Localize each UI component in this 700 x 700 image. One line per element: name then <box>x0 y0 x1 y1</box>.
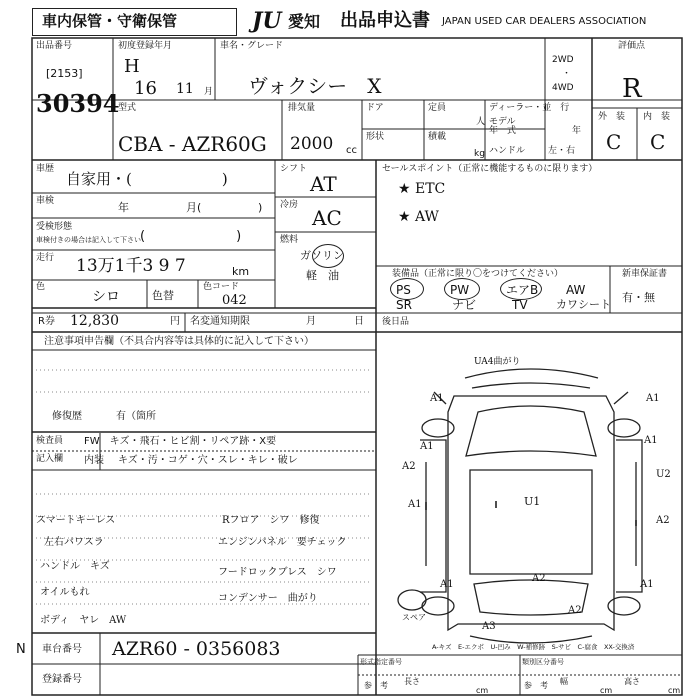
color-label: 色 <box>36 282 46 292</box>
damage-mark: A1 <box>440 579 454 590</box>
interior-label: 内装 <box>84 455 104 466</box>
mileage-label: 走行 <box>36 253 55 263</box>
cooling-label: 冷房 <box>280 200 299 210</box>
first-reg-year: 16 <box>134 78 157 99</box>
first-reg-label: 初度登録年月 <box>118 41 173 51</box>
recycle-value: 12,830 <box>70 313 119 329</box>
lot-number: 30394 <box>36 89 120 118</box>
dealer-label: ディーラー・並 行 <box>489 103 570 113</box>
receive-label: 受検形態 <box>36 222 73 232</box>
damage-mark: A1 <box>640 579 654 590</box>
cooling-value: AC <box>312 206 342 230</box>
damage-mark: A2 <box>568 605 582 616</box>
aichi-label: 愛知 <box>288 12 321 31</box>
drive-dot: ・ <box>562 69 572 79</box>
displacement-unit: cc <box>346 145 357 156</box>
association-name: JAPAN USED CAR DEALERS ASSOCIATION <box>442 16 647 27</box>
equip-ps: PS <box>396 283 411 297</box>
storage-title: 車内保管・守衛保管 <box>42 12 178 30</box>
note-item: 左右パワスラ <box>44 537 104 548</box>
note-item: Rフロア シワ 修復 <box>222 515 320 526</box>
eval-ext: C <box>606 130 622 154</box>
handle-lr: 左・右 <box>548 146 576 156</box>
eval-ext-label: 外 装 <box>598 112 626 122</box>
width-label: 幅 <box>560 677 568 686</box>
damage-mark: UA4曲がり <box>474 357 521 367</box>
recycle-label: R券 <box>38 316 55 327</box>
inspection-year: 年 <box>118 201 129 214</box>
inspection-month: 月( <box>186 201 202 214</box>
fw-row: FW キズ・飛石・ヒビ割・リペア跡・X要 <box>84 436 277 447</box>
damage-mark: A2 <box>656 515 670 526</box>
model-label: 型式 <box>118 103 137 113</box>
equip-tv: TV <box>512 298 528 312</box>
inspection-close: ) <box>258 201 263 214</box>
equip-sr: SR <box>396 298 412 312</box>
first-reg-month: 11 <box>176 81 194 97</box>
fuel-label: 燃料 <box>280 235 299 245</box>
equip-navi: ナビ <box>452 298 477 312</box>
first-reg-month-unit: 月 <box>204 87 214 97</box>
equipment-label: 装備品（正常に限り〇をつけてください） <box>392 269 564 279</box>
registration-label: 登録番号 <box>42 674 82 685</box>
type-no-label: 類別区分番号 <box>522 658 564 666</box>
inspector-label: 検査員 <box>36 436 64 446</box>
eval-int-label: 内 装 <box>643 112 671 122</box>
capacity-label: 定員 <box>428 103 447 113</box>
fuel-gas: ガソリン <box>300 249 344 262</box>
equip-leather: カワシート <box>556 298 611 311</box>
drive-4wd: 4WD <box>552 83 574 93</box>
first-reg-era: H <box>124 56 140 77</box>
spec-no-label: 形式指定番号 <box>360 658 402 666</box>
height-unit: cm <box>668 686 681 695</box>
sales-point-item: ★ AW <box>398 209 439 225</box>
shift-value: AT <box>310 172 337 196</box>
door-shape: 形状 <box>366 132 385 142</box>
height-label: 高さ <box>624 677 640 686</box>
model-year-unit: 年 <box>572 126 582 136</box>
history-label: 車歴 <box>36 164 55 174</box>
name-change-label: 名変通知期限 <box>190 316 250 327</box>
note-item: ボディ ヤレ AW <box>40 615 127 626</box>
ref-label-2: 参 考 <box>524 681 548 690</box>
name-change-day: 日 <box>354 316 364 327</box>
sheet-title: 出品申込書 <box>340 10 430 31</box>
spare-label: スペア <box>402 613 426 622</box>
sales-points-label: セールスポイント（正常に機能するものに限ります） <box>382 164 598 174</box>
eval-int: C <box>650 130 666 154</box>
color-code-label: 色コード <box>203 282 240 292</box>
damage-mark: U2 <box>656 469 671 480</box>
note-item: オイルもれ <box>40 587 90 598</box>
inspection-label: 車検 <box>36 196 55 206</box>
load-label: 積載 <box>428 132 447 142</box>
handle-label: ハンドル <box>489 146 526 156</box>
chassis-value: AZR60 - 0356083 <box>112 638 281 660</box>
damage-mark: A1 <box>420 441 434 452</box>
color-change-label: 色替 <box>152 289 174 302</box>
ju-logo: JU <box>252 8 282 34</box>
after-label: 後日品 <box>382 317 410 327</box>
car-name-label: 車名・グレード <box>220 41 284 51</box>
length-unit: cm <box>476 686 489 695</box>
receive-note: 車検付きの場合は記入して下さい <box>36 236 141 244</box>
damage-mark: A2 <box>402 461 416 472</box>
sales-point-item: ★ ETC <box>398 181 446 197</box>
length-label: 長さ <box>404 677 420 686</box>
door-label: ドア <box>366 103 384 113</box>
equip-pw: PW <box>450 283 470 297</box>
note-item: フードロックブレス シワ <box>218 567 337 578</box>
damage-mark: U1 <box>524 495 541 508</box>
color-code: 042 <box>222 293 247 308</box>
note-item: ハンドル キズ <box>40 561 110 572</box>
interior-row: キズ・汚・コゲ・穴・スレ・キレ・破レ <box>118 455 298 466</box>
warranty-value: 有・無 <box>622 291 655 304</box>
lot-label: 出品番号 <box>36 41 73 51</box>
warranty-label: 新車保証書 <box>622 269 668 279</box>
note-item: コンデンサー 曲がり <box>218 593 318 604</box>
model-value: CBA - AZR60G <box>118 132 267 156</box>
repair-label: 修復歴 <box>52 411 82 422</box>
model-year-label: モデル 年 式 <box>489 117 517 137</box>
recycle-unit: 円 <box>170 316 180 327</box>
receive-paren: ( ) <box>140 229 242 244</box>
mileage-value: 13万1千3 9 7 <box>76 256 186 276</box>
capacity-unit: 人 <box>476 117 486 127</box>
repair-value: 有（箇所 <box>116 411 156 422</box>
history-value: 自家用・( ) <box>66 170 228 188</box>
damage-mark: A1 <box>408 499 422 510</box>
equip-airbag: エアB <box>506 283 539 297</box>
equip-aw: AW <box>566 283 586 297</box>
car-name-value: ヴォクシー X <box>248 74 382 98</box>
notes-label: 注意事項申告欄（不具合内容等は具体的に記入して下さい） <box>44 336 314 347</box>
eval-score: R <box>622 74 642 104</box>
note-item: スマートキーレス <box>36 515 116 526</box>
load-unit: kg <box>474 149 485 159</box>
name-change-month: 月 <box>306 316 316 327</box>
damage-mark: A1 <box>644 435 658 446</box>
legend: A-キズ E-エクボ U-凹み W-補修跡 S-サビ C-腐食 XX-交換済 <box>432 643 635 651</box>
eval-label: 評価点 <box>618 41 646 51</box>
note-item: エンジンパネル 要チェック <box>218 537 347 548</box>
ref-label: 参 考 <box>364 681 388 690</box>
damage-mark: A1 <box>430 393 444 404</box>
damage-mark: A3 <box>482 621 496 632</box>
displacement-label: 排気量 <box>288 103 316 113</box>
chassis-label: 車台番号 <box>42 644 82 655</box>
mileage-unit: km <box>232 265 250 278</box>
damage-mark: A2 <box>532 573 546 584</box>
displacement-value: 2000 <box>290 134 334 154</box>
width-unit: cm <box>600 686 613 695</box>
drive-2wd: 2WD <box>552 55 574 65</box>
shift-label: シフト <box>280 164 308 174</box>
n-mark: N <box>16 642 26 657</box>
fuel-diesel: 軽 油 <box>306 269 339 282</box>
lot-sub: [2153] <box>46 67 83 80</box>
inspector-label2: 記入欄 <box>36 454 64 464</box>
damage-mark: A1 <box>646 393 660 404</box>
color-value: シロ <box>92 289 120 305</box>
